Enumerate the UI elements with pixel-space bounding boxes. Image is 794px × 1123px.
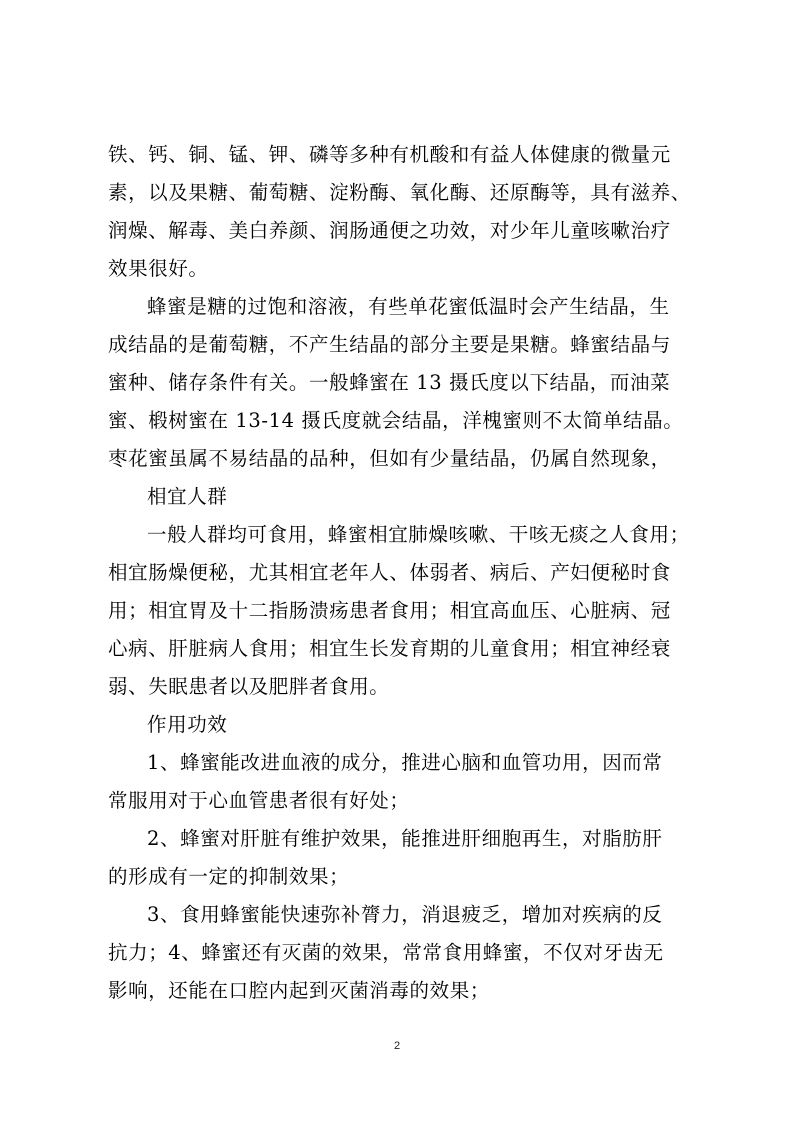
- text-line: 弱、失眠患者以及肥胖者食用。: [108, 675, 390, 698]
- text-line: 心病、肝脏病人食用；相宜生长发育期的儿童食用；相宜神经衰: [108, 637, 671, 660]
- text-line: 蜜种、储存条件有关。一般蜂蜜在 13 摄氏度以下结晶，而油菜: [108, 371, 671, 394]
- list-item-line: 抗力；4、蜂蜜还有灭菌的效果，常常食用蜂蜜，不仅对牙齿无: [108, 941, 664, 964]
- list-item-line: 影响，还能在口腔内起到灭菌消毒的效果；: [108, 979, 490, 1002]
- list-item-line: 常服用对于心血管患者很有好处；: [108, 789, 410, 812]
- text-line: 相宜肠燥便秘，尤其相宜老年人、体弱者、病后、产妇便秘时食: [108, 561, 671, 584]
- text-line: 枣花蜜虽属不易结晶的品种，但如有少量结晶，仍属自然现象，: [108, 447, 671, 470]
- section-heading: 相宜人群: [147, 485, 228, 508]
- text-line: 效果很好。: [108, 257, 209, 280]
- text-line: 用；相宜胃及十二指肠溃疡患者食用；相宜高血压、心脏病、冠: [108, 599, 671, 622]
- list-item-line: 2、蜂蜜对肝脏有维护效果，能推进肝细胞再生，对脂肪肝: [147, 827, 663, 850]
- text-line: 蜜、椴树蜜在 13-14 摄氏度就会结晶，洋槐蜜则不太简单结晶。: [108, 409, 684, 432]
- paragraph-first-line: 蜂蜜是糖的过饱和溶液，有些单花蜜低温时会产生结晶，生: [147, 295, 670, 318]
- list-item-line: 1、蜂蜜能改进血液的成分，推进心脑和血管功用，因而常: [147, 751, 663, 774]
- page-number: 2: [393, 1040, 401, 1052]
- text-line: 润燥、解毒、美白养颜、润肠通便之功效，对少年儿童咳嗽治疗: [108, 219, 671, 242]
- text-line: 铁、钙、铜、锰、钾、磷等多种有机酸和有益人体健康的微量元: [108, 143, 671, 166]
- list-item-line: 的形成有一定的抑制效果；: [108, 865, 350, 888]
- paragraph-first-line: 一般人群均可食用，蜂蜜相宜肺燥咳嗽、干咳无痰之人食用；: [147, 523, 690, 546]
- section-heading: 作用功效: [147, 713, 228, 736]
- text-line: 成结晶的是葡萄糖，不产生结晶的部分主要是果糖。蜂蜜结晶与: [108, 333, 671, 356]
- list-item-line: 3、食用蜂蜜能快速弥补膂力，消退疲乏，增加对疾病的反: [147, 903, 663, 926]
- text-line: 素，以及果糖、葡萄糖、淀粉酶、氧化酶、还原酶等，具有滋养、: [108, 181, 691, 204]
